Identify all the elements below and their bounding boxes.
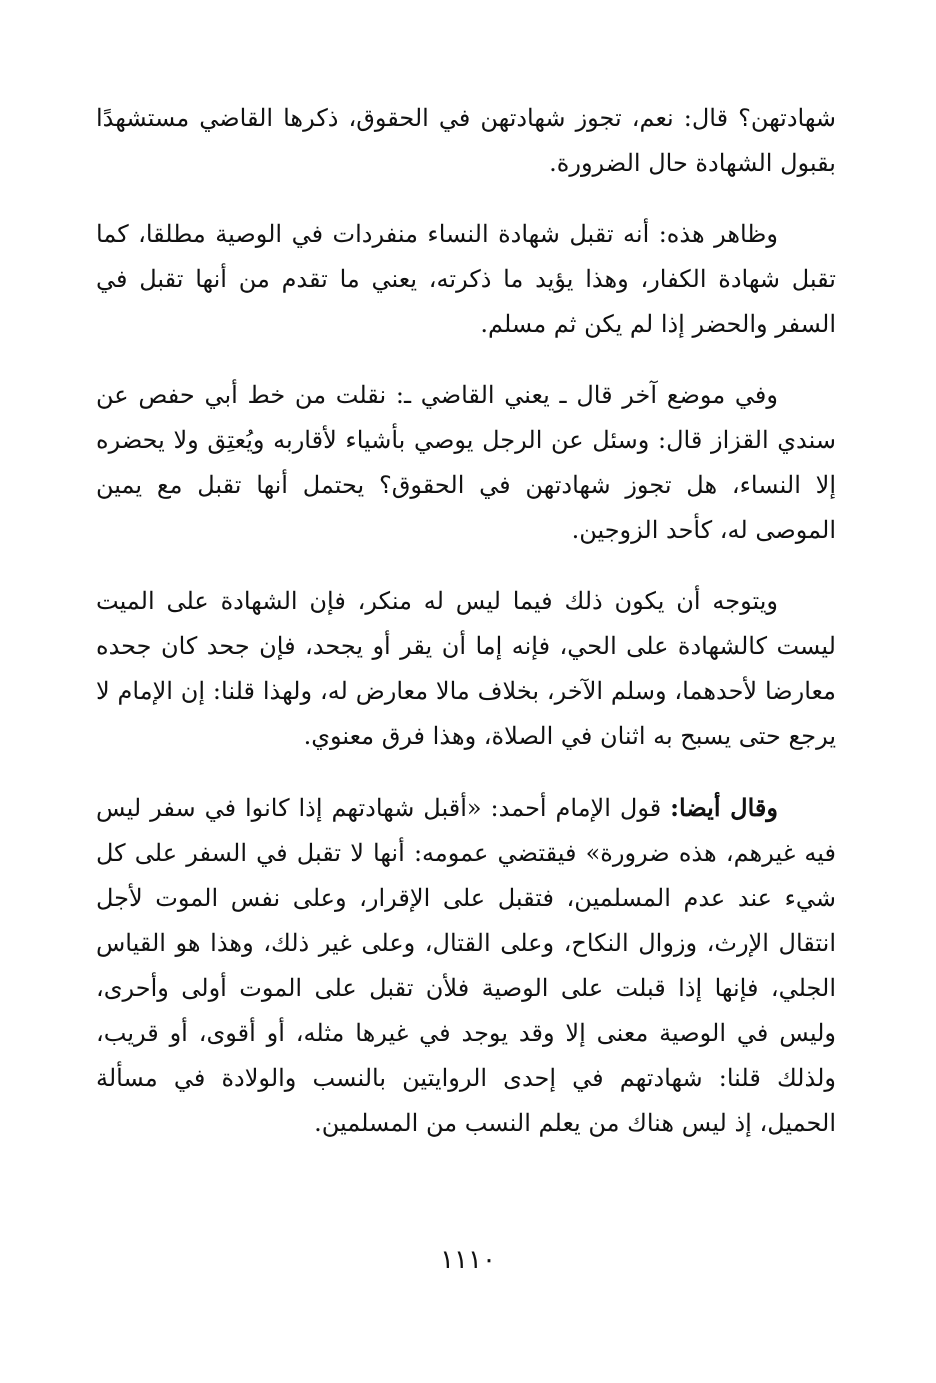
paragraph-1-text: شهادتهن؟ قال: نعم، تجوز شهادتهن في الحقوق، ذكرها القاضي مستشهدًا بقبول الشهادة حال الضرورة. — [96, 104, 837, 177]
page-body — [96, 96, 836, 1172]
paragraph-3-text: وفي موضع آخر قال ـ يعني القاضي ـ: نقلت من خط أبي حفص عن سندي القزاز قال: وسئل عن الرجل يوصي بأشياء لأقاربه ويُعتِق ولا يحضره إلا النساء، هل تجوز شهادتهن في الحقوق؟ يحتمل أنها تقبل مع يمين الموصى له، كأحد الزوجين. — [96, 381, 837, 544]
paragraph-3 — [96, 373, 836, 553]
paragraph-5-text: قول الإمام أحمد: «أقبل شهادتهم إذا كانوا في سفر ليس فيه غيرهم، هذه ضرورة» فيقتضي عمومه: أنها لا تقبل في السفر على كل شيء عند عدم المسلمين، فتقبل على الإقرار، وعلى نفس الموت لأجل انتقال الإرث، وزوال النكاح، وعلى القتال، وعلى غير ذلك، وهذا هو القياس الجلي، فإنها إذا قبلت على الوصية فلأن تقبل على الموت أولى وأحرى، وليس في الوصية معنى إلا وقد يوجد في غيرها مثله، أو أقوى، أو قريب، ولذلك قلنا: شهادتهم في إحدى الروايتين بالنسب والولادة في مسألة الحميل، إذ ليس هناك من يعلم النسب من المسلمين. — [96, 794, 836, 1137]
paragraph-2-text: وظاهر هذه: أنه تقبل شهادة النساء منفردات في الوصية مطلقا، كما تقبل شهادة الكفار، وهذا يؤيد ما ذكرته، يعني ما تقدم من أنها تقبل في السفر والحضر إذا لم يكن ثم مسلم. — [96, 220, 836, 338]
paragraph-4 — [96, 579, 836, 759]
paragraph-5 — [96, 785, 836, 1146]
paragraph-5-lead: وقال أيضا: — [670, 793, 778, 822]
paragraph-2 — [96, 212, 836, 347]
paragraph-1 — [96, 96, 836, 186]
page-number: ١١١٠ — [440, 1245, 496, 1275]
paragraph-4-text: ويتوجه أن يكون ذلك فيما ليس له منكر، فإن الشهادة على الميت ليست كالشهادة على الحي، فإنه إما أن يقر أو يجحد، فإن جحد كان جحده معارضا لأحدهما، وسلم الآخر، بخلاف مالا معارض له، ولهذا قلنا: إن الإمام لا يرجع حتى يسبح به اثنان في الصلاة، وهذا فرق معنوي. — [96, 587, 836, 750]
